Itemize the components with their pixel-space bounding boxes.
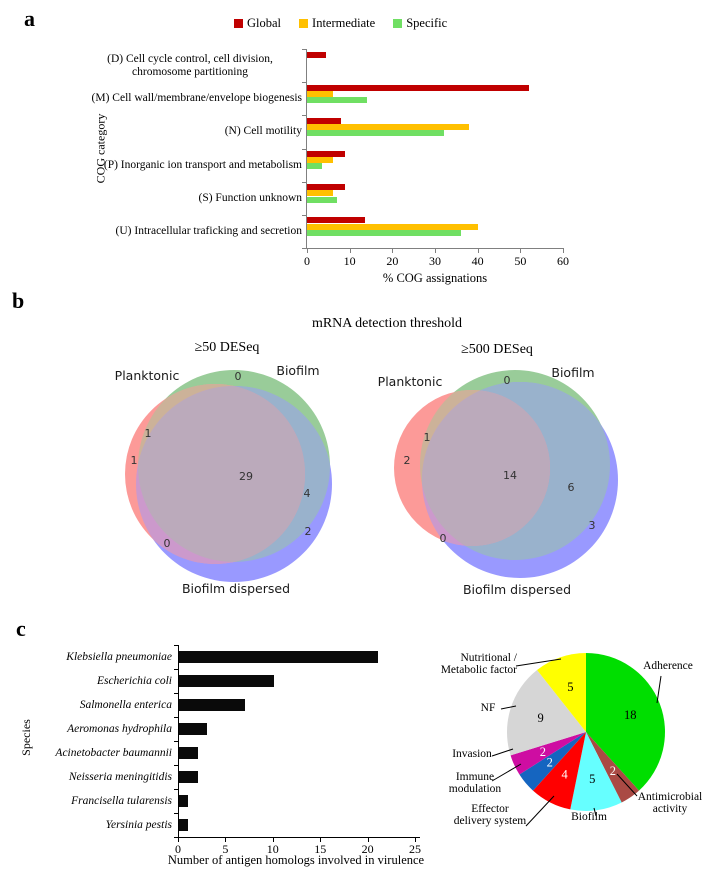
legend-swatch-intermediate: [299, 19, 308, 28]
venn2-label-planktonic: Planktonic: [377, 374, 443, 389]
pie-value-6: 9: [537, 710, 544, 725]
venn2-label-dispersed: Biofilm dispersed: [462, 582, 571, 597]
venn2-label-biofilm: Biofilm: [551, 365, 595, 380]
venn1-count-plank-dispersed: 0: [163, 537, 171, 550]
species-name: Francisella tularensis: [71, 795, 172, 807]
legend-label-global: Global: [247, 16, 282, 30]
bar-global-1: [307, 85, 529, 91]
bar-specific-5: [307, 230, 461, 236]
pie-value-5: 2: [539, 745, 547, 759]
species-x-axis-line: [178, 837, 420, 838]
species-label-row: [40, 717, 172, 741]
legend-label-intermediate: Intermediate: [312, 16, 376, 30]
species-label-row: [40, 765, 172, 789]
species-name: Yersinia pestis: [105, 819, 172, 831]
cog-bar-area: [307, 49, 563, 248]
cog-y-tick-mark: [302, 49, 306, 50]
species-y-tick-mark: [174, 693, 178, 694]
bar-global-4: [307, 184, 345, 190]
cog-x-axis-title: % COG assignations: [382, 271, 488, 285]
species-y-tick-mark: [174, 717, 178, 718]
pie-label-nutritional: Nutritional / Metabolic factor: [440, 652, 517, 676]
species-y-tick-mark: [174, 669, 178, 670]
venn2-count-plank-biofilm: 1: [423, 431, 431, 444]
legend-item-intermediate: [299, 16, 375, 31]
pie-value-4: 2: [546, 755, 553, 770]
pie-value-0: 18: [624, 707, 637, 722]
legend-item-specific: [393, 16, 447, 31]
pie-label-effector: Effector delivery system: [453, 803, 527, 827]
cog-category-text: (S) Function unknown: [198, 191, 302, 204]
cog-category-text: (M) Cell wall/membrane/envelope biogenesis: [91, 92, 302, 105]
legend-label-specific: Specific: [406, 16, 448, 30]
pie-label-immune-modulation: Immune modulation: [448, 771, 502, 795]
species-label-row: [40, 789, 172, 813]
venn1-label-dispersed: Biofilm dispersed: [181, 581, 290, 596]
venn1-count-biofilm-dispersed: 4: [303, 487, 311, 500]
species-label-row: [40, 669, 172, 693]
legend-swatch-global: [234, 19, 243, 28]
cog-category-text: (N) Cell motility: [224, 125, 302, 138]
cog-category-label: [52, 49, 302, 82]
species-bar-6: [179, 795, 188, 807]
panel-a-label: a: [24, 6, 35, 31]
species-labels: [40, 645, 172, 839]
species-bar-5: [179, 771, 198, 783]
bar-global-3: [307, 151, 345, 157]
pie-value-7: 5: [567, 680, 574, 695]
species-x-tick-label: 20: [361, 842, 374, 856]
venn-subtitle-50: ≥50 DESeq: [194, 340, 260, 355]
cog-x-tick-mark: [435, 249, 436, 253]
venn1-label-biofilm: Biofilm: [276, 363, 320, 378]
species-bar-3: [179, 723, 207, 735]
bar-intermediate-3: [307, 157, 333, 163]
venn2-count-all: 14: [503, 469, 517, 482]
species-y-tick-mark: [174, 741, 178, 742]
venn-diagram-50: [105, 360, 355, 610]
species-name: Acinetobacter baumannii: [55, 747, 172, 759]
species-name: Neisseria meningitidis: [68, 771, 172, 783]
venn-subtitle-500: ≥500 DESeq: [461, 342, 533, 357]
species-y-tick-mark: [174, 813, 178, 814]
venn-title: mRNA detection threshold: [311, 316, 463, 331]
cog-y-axis-title: COG category: [93, 113, 108, 184]
venn2-count-biofilm-dispersed: 6: [567, 481, 575, 494]
cog-x-tick-mark: [478, 249, 479, 253]
venn1-count-all: 29: [239, 470, 253, 483]
species-bar-1: [179, 675, 274, 687]
venn1-count-plank-only: 1: [130, 454, 138, 467]
cog-y-tick-mark: [302, 82, 306, 83]
venn2-count-plank-only: 2: [403, 454, 411, 467]
bar-global-0: [307, 52, 326, 58]
cog-y-tick-mark: [302, 248, 306, 249]
cog-x-tick-mark: [350, 249, 351, 253]
cog-y-tick-mark: [302, 215, 306, 216]
species-bar-2: [179, 699, 245, 711]
bar-intermediate-4: [307, 190, 333, 196]
species-x-tick-label: 15: [314, 842, 327, 856]
species-bar-4: [179, 747, 198, 759]
cog-category-text: (U) Intracellular traficking and secretion: [115, 224, 302, 237]
cog-x-tick-label: 50: [514, 254, 527, 268]
pie-label-biofilm: Biofilm: [571, 811, 607, 823]
species-y-tick-mark: [174, 789, 178, 790]
bar-specific-3: [307, 163, 322, 169]
bar-global-5: [307, 217, 365, 223]
cog-y-tick-mark: [302, 115, 306, 116]
species-name: Salmonella enterica: [79, 699, 172, 711]
pie-label-invasion: Invasion: [452, 748, 492, 760]
cog-legend: [234, 16, 447, 31]
species-label-row: [40, 813, 172, 837]
bar-intermediate-1: [307, 91, 333, 97]
venn1-count-dispersed-only: 2: [304, 525, 312, 538]
cog-category-text: (P) Inorganic ion transport and metabolism: [103, 158, 302, 171]
bar-intermediate-2: [307, 124, 469, 130]
species-bar-area: [179, 645, 419, 837]
species-label-row: [40, 741, 172, 765]
cog-category-label: [52, 182, 302, 215]
legend-item-global: [234, 16, 281, 31]
cog-x-tick-label: 20: [386, 254, 399, 268]
venn2-count-plank-dispersed: 0: [439, 532, 447, 545]
cog-category-text: (D) Cell cycle control, cell division, chromosome partitioning: [107, 52, 273, 78]
bar-specific-4: [307, 197, 337, 203]
cog-y-tick-mark: [302, 149, 306, 150]
species-label-row: [40, 645, 172, 669]
species-x-tick-label: 5: [222, 842, 229, 856]
pie-label-adherence: Adherence: [643, 660, 693, 672]
venn2-count-dispersed-only: 3: [588, 519, 596, 532]
bar-specific-1: [307, 97, 367, 103]
species-name: Aeromonas hydrophila: [67, 723, 172, 735]
species-x-tick-label: 10: [266, 842, 279, 856]
cog-x-tick-label: 10: [343, 254, 356, 268]
legend-swatch-specific: [393, 19, 402, 28]
panel-b-label: b: [12, 288, 25, 313]
cog-category-label: [52, 215, 302, 248]
cog-category-label: [52, 115, 302, 148]
cog-x-tick-label: 30: [429, 254, 441, 268]
venn1-count-biofilm-only: 0: [234, 370, 242, 383]
venn1-count-plank-biofilm: 1: [144, 427, 152, 440]
pie-value-2: 5: [589, 772, 596, 787]
species-y-tick-mark: [174, 765, 178, 766]
pie-value-1: 2: [609, 764, 617, 779]
cog-y-tick-mark: [302, 182, 306, 183]
cog-category-label: [52, 82, 302, 115]
venn2-count-biofilm-only: 0: [503, 374, 511, 387]
bar-specific-2: [307, 130, 444, 136]
venn1-label-planktonic: Planktonic: [114, 368, 180, 383]
cog-category-label: [52, 149, 302, 182]
cog-x-tick-label: 0: [304, 254, 310, 268]
bar-global-2: [307, 118, 341, 124]
cog-x-tick-mark: [563, 249, 564, 253]
species-x-tick-label: 0: [175, 842, 181, 856]
bar-intermediate-5: [307, 224, 478, 230]
pie-label-antimicrobial: Antimicrobial activity: [637, 791, 703, 815]
pie-label-nf: NF: [480, 702, 496, 714]
cog-x-tick-mark: [392, 249, 393, 253]
cog-x-tick-mark: [307, 249, 308, 253]
species-y-tick-mark: [174, 645, 178, 646]
species-label-row: [40, 693, 172, 717]
cog-x-tick-label: 40: [471, 254, 484, 268]
species-y-tick-mark: [174, 837, 178, 838]
cog-x-tick-mark: [520, 249, 521, 253]
species-name: Escherichia coli: [96, 675, 172, 687]
cog-category-labels: [52, 49, 302, 248]
cog-x-tick-label: 60: [557, 254, 569, 268]
pie-value-3: 4: [561, 767, 568, 782]
species-name: Klebsiella pneumoniae: [66, 651, 172, 663]
species-y-axis-title: Species: [18, 719, 33, 756]
species-bar-0: [179, 651, 378, 663]
species-x-tick-label: 25: [409, 842, 421, 856]
venn-diagram-500: [385, 355, 635, 605]
species-x-axis-title: Number of antigen homologs involved in virulence: [167, 853, 425, 867]
panel-c-label: c: [16, 616, 26, 641]
species-bar-7: [179, 819, 188, 831]
